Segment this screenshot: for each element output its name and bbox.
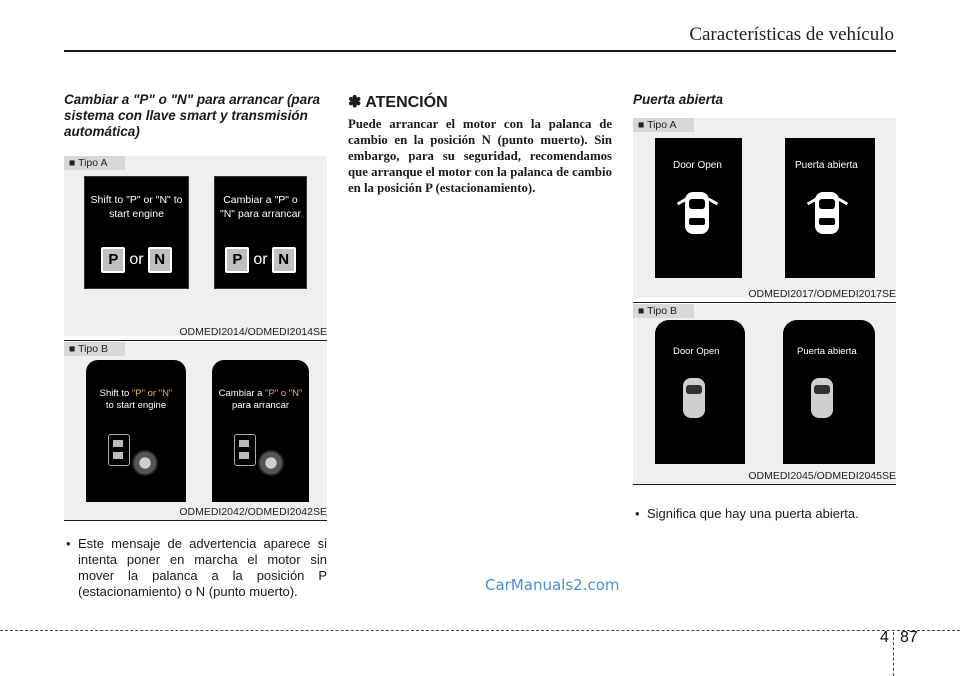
- screen-message-es: Cambiar a "P" o "N" para arrancar: [220, 194, 301, 220]
- chapter-number: 4: [880, 629, 889, 646]
- gear-p-icon: P: [101, 247, 125, 273]
- car-icon: [815, 192, 839, 234]
- figure-code: ODMEDI2045/ODMEDI2045SE: [748, 470, 896, 482]
- gear-p-icon: P: [225, 247, 249, 273]
- cluster-screen-es: [212, 360, 309, 502]
- start-button-icon: [132, 450, 158, 476]
- header-rule: [64, 50, 896, 52]
- attention-title: ✽ ATENCIÓN: [348, 94, 448, 111]
- tipo-b-label: ■ Tipo B: [64, 342, 125, 356]
- figure-door-type-a: [633, 118, 896, 298]
- attention-body: Puede arrancar el motor con la palanca de cambio en la posición N (punto muerto). Sin embargo, para su seguridad, recomendamos que arranque el motor con la palanca de cambio en la posición P (estacionamiento).: [348, 117, 612, 195]
- open-door-icon: [838, 198, 848, 206]
- gear-indicator: [85, 247, 188, 273]
- gear-or-label: or: [129, 251, 144, 268]
- screen-message-en: Door Open: [673, 160, 722, 171]
- right-bullet: • Significa que hay una puerta abierta.: [633, 506, 896, 522]
- gear-indicator: [215, 247, 306, 273]
- start-button-icon: [258, 450, 284, 476]
- page-number: 87: [900, 629, 918, 646]
- car-icon: [811, 378, 833, 418]
- screen-message-es: [212, 388, 309, 412]
- car-icon: [685, 192, 709, 234]
- left-column: [64, 92, 327, 600]
- message-highlight: "P" o "N": [265, 388, 303, 399]
- cluster-screen-en: [655, 320, 745, 464]
- figure-code: ODMEDI2042/ODMEDI2042SE: [179, 506, 327, 518]
- gear-n-icon: N: [272, 247, 296, 273]
- figure-rule: [64, 340, 327, 341]
- left-heading: Cambiar a "P" o "N" para arrancar (para sistema con llave smart y transmisión automática): [64, 92, 320, 139]
- tipo-a-label: ■ Tipo A: [64, 156, 125, 170]
- message-text: para arrancar: [231, 400, 290, 411]
- right-column: [633, 92, 896, 522]
- message-text: to start engine: [105, 400, 167, 411]
- car-icon: [683, 378, 705, 418]
- figure-rule: [64, 520, 327, 521]
- middle-column: [348, 92, 612, 196]
- message-highlight: "P" or "N": [131, 388, 173, 399]
- smart-key-icon: [234, 434, 256, 466]
- figure-rule: [633, 484, 896, 485]
- figure-shift-type-a: [64, 156, 327, 336]
- screen-message-en: [86, 388, 186, 412]
- tipo-b-label: ■ Tipo B: [633, 304, 694, 318]
- open-door-icon: [708, 198, 718, 206]
- section-title: Características de vehículo: [689, 24, 894, 45]
- figure-code: ODMEDI2014/ODMEDI2014SE: [179, 326, 327, 338]
- screen-message-es: Puerta abierta: [797, 346, 857, 357]
- watermark-logo: CarManuals2.com: [485, 576, 620, 594]
- cluster-screen-en: [655, 138, 742, 278]
- figure-shift-type-b: [64, 342, 327, 520]
- screen-message-es: Puerta abierta: [795, 160, 858, 171]
- figure-rule: [633, 302, 896, 303]
- figure-code: ODMEDI2017/ODMEDI2017SE: [748, 288, 896, 300]
- figure-door-type-b: [633, 304, 896, 484]
- page-number-divider: [893, 632, 895, 676]
- footer-rule: [0, 630, 960, 631]
- cluster-screen-en: [84, 176, 189, 289]
- cluster-screen-es: [783, 320, 875, 464]
- screen-message-en: Door Open: [673, 346, 720, 357]
- gear-n-icon: N: [148, 247, 172, 273]
- smart-key-icon: [108, 434, 130, 466]
- left-bullet: • Este mensaje de advertencia aparece si intenta poner en marcha el motor sin mover la palanca a la posición P (estacionamiento) o N (punto muerto).: [64, 536, 327, 600]
- tipo-a-label: ■ Tipo A: [633, 118, 694, 132]
- message-text: Shift to: [99, 388, 132, 399]
- message-text: Cambiar a: [218, 388, 266, 399]
- right-heading: Puerta abierta: [633, 92, 724, 107]
- gear-or-label: or: [253, 251, 268, 268]
- cluster-screen-es: [785, 138, 875, 278]
- screen-message-en: Shift to "P" or "N" to start engine: [90, 194, 183, 220]
- cluster-screen-en: [86, 360, 186, 502]
- cluster-screen-es: [214, 176, 307, 289]
